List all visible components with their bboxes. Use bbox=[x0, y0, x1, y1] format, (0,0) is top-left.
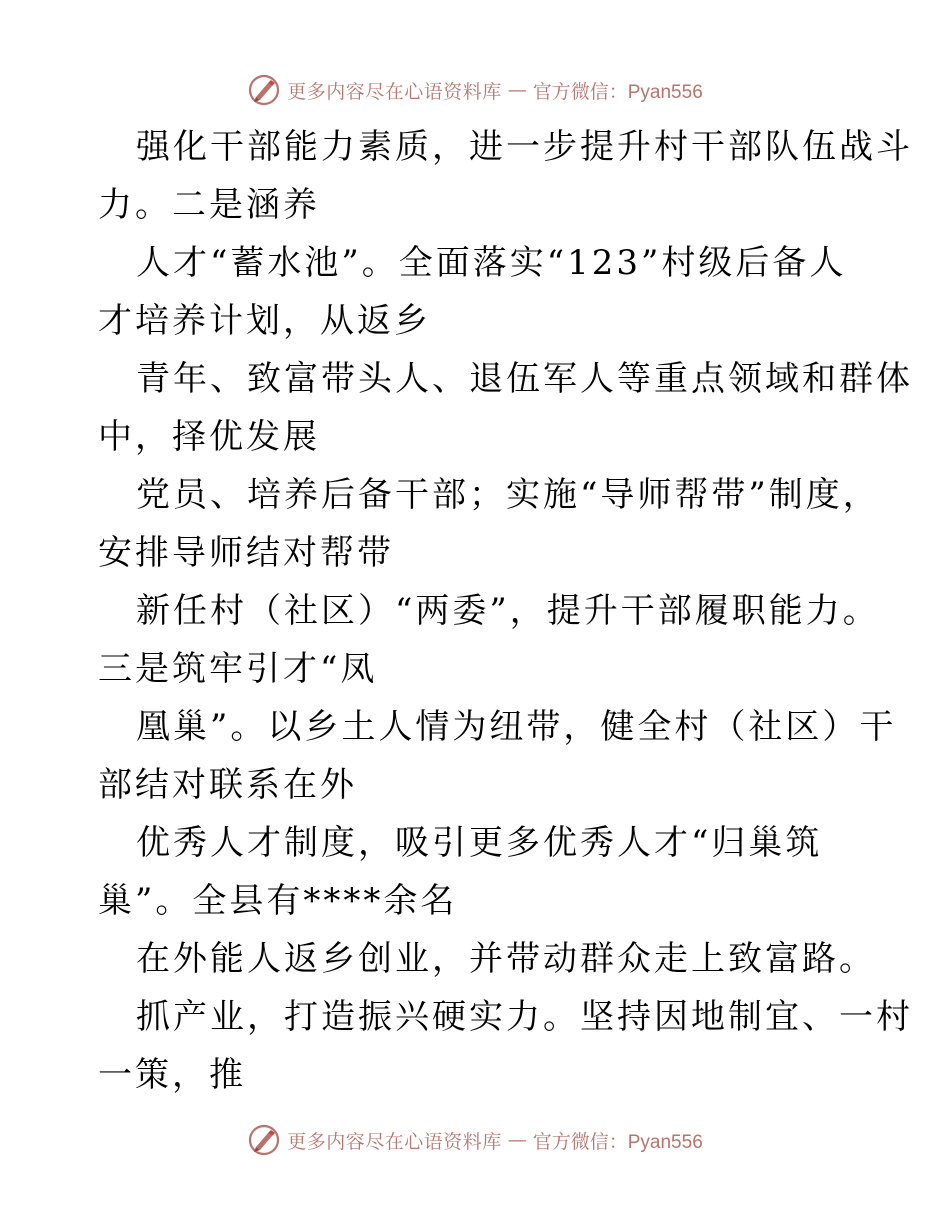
header-banner-text: 更多内容尽在心语资料库 bbox=[287, 80, 502, 103]
header-banner-separator: — bbox=[507, 79, 527, 101]
text-line: 党员、培养后备干部；实施“导师帮带”制度， bbox=[136, 475, 880, 515]
body-text bbox=[98, 118, 913, 1104]
text-line: 在外能人返乡创业，并带动群众走上致富路。 bbox=[136, 939, 876, 979]
text-line: 力。二是涵养 bbox=[98, 185, 320, 225]
text-line: 优秀人才制度，吸引更多优秀人才“归巢筑 bbox=[136, 823, 823, 863]
footer-banner-separator: — bbox=[507, 1129, 527, 1151]
text-line: 抓产业，打造振兴硬实力。坚持因地制宜、一村 bbox=[136, 997, 913, 1037]
text-line: 才培养计划，从返乡 bbox=[98, 301, 431, 341]
text-line: 巢”。全县有****余名 bbox=[98, 881, 458, 921]
text-line: 新任村（社区）“两委”，提升干部履职能力。 bbox=[136, 591, 880, 631]
text-line: 中，择优发展 bbox=[98, 417, 320, 457]
text-line: 部结对联系在外 bbox=[98, 765, 357, 805]
text-line: 一策，推 bbox=[98, 1055, 246, 1095]
text-line: 青年、致富带头人、退伍军人等重点领域和群体 bbox=[136, 359, 913, 399]
text-line: 三是筑牢引才“凤 bbox=[98, 649, 378, 689]
text-line: 人才“蓄水池”。全面落实“123”村级后备人 bbox=[136, 243, 847, 283]
header-banner bbox=[0, 70, 950, 110]
text-line: 凰巢”。以乡土人情为纽带，健全村（社区）干 bbox=[136, 707, 897, 747]
text-line: 安排导师结对帮带 bbox=[98, 533, 394, 573]
pen-logo-icon bbox=[247, 73, 281, 107]
footer-banner bbox=[0, 1120, 950, 1160]
footer-banner-wechat: 官方微信：Pyan556 bbox=[532, 1131, 703, 1153]
text-line: 强化干部能力素质，进一步提升村干部队伍战斗 bbox=[136, 127, 913, 167]
header-banner-wechat: 官方微信：Pyan556 bbox=[532, 81, 703, 103]
footer-banner-text: 更多内容尽在心语资料库 bbox=[287, 1130, 502, 1153]
pen-logo-icon bbox=[247, 1123, 281, 1157]
